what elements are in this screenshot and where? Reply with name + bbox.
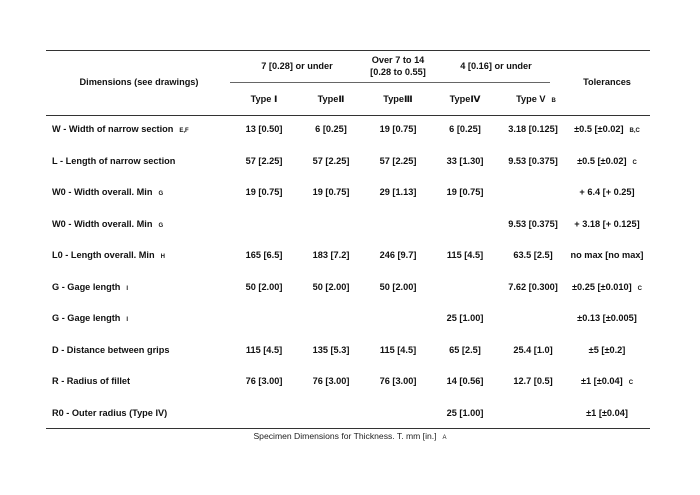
caption-text: Specimen Dimensions for Thickness. T. mm [in.]: [253, 431, 437, 441]
header-type-5-label: Type V: [516, 94, 546, 104]
header-type-3: TypeⅢ: [383, 94, 413, 104]
type-3-cell: [380, 187, 417, 198]
cell-value: ±0.25 [±0.010]: [572, 282, 632, 292]
header-group-type4-5: 4 [0.16] or under: [460, 61, 532, 71]
cell-value: 25.4 [1.0]: [513, 345, 553, 355]
row-label: [52, 408, 167, 419]
type-5-cell: [513, 250, 552, 261]
header-bottom-rule: [46, 115, 650, 116]
cell-value: 57 [2.25]: [379, 156, 417, 166]
row-label: [52, 187, 163, 200]
header-dimensions: Dimensions (see drawings): [79, 77, 199, 87]
row-label-text: G - Gage length: [52, 282, 121, 292]
cell-value: ±0.5 [±0.02]: [577, 156, 627, 166]
type-2-cell: [313, 345, 350, 356]
header-group-over7-line2: [0.28 to 0.55]: [370, 67, 426, 77]
type-2-cell: [313, 250, 350, 261]
type-4-cell: [447, 408, 484, 419]
header-type-5: [516, 94, 556, 107]
row-label-note: G: [158, 191, 164, 197]
header-type-4: TypeⅣ: [449, 94, 481, 104]
type-1-cell: [246, 124, 283, 135]
cell-value: 57 [2.25]: [312, 156, 350, 166]
cell-value: no max [no max]: [570, 250, 644, 260]
row-label: [52, 345, 169, 356]
row-label-text: R - Radius of fillet: [52, 376, 131, 386]
cell-value: ±1 [±0.04]: [580, 376, 623, 386]
row-label-text: L0 - Length overall. Min: [52, 250, 155, 260]
row-label: [52, 156, 175, 167]
cell-value: 76 [3.00]: [312, 376, 350, 386]
cell-value: 50 [2.00]: [379, 282, 417, 292]
row-label-text: D - Distance between grips: [52, 345, 170, 355]
cell-value: + 3.18 [+ 0.125]: [574, 219, 640, 229]
tolerance-cell: [572, 282, 642, 295]
bottom-rule: [46, 428, 650, 429]
type-3-cell: [380, 376, 417, 387]
header-type-1: Type Ⅰ: [250, 94, 278, 104]
cell-value: 135 [5.3]: [312, 345, 350, 355]
tolerance-cell: [570, 250, 643, 261]
cell-value: 19 [0.75]: [245, 187, 283, 197]
type-2-cell: [313, 282, 350, 293]
row-label-note: H: [160, 254, 165, 260]
cell-value: 63.5 [2.5]: [513, 250, 553, 260]
row-label: [52, 250, 165, 263]
cell-value: 76 [3.00]: [379, 376, 417, 386]
row-label: [52, 376, 130, 387]
type-5-cell: [508, 156, 558, 167]
type-3-cell: [380, 124, 417, 135]
cell-value: 19 [0.75]: [379, 124, 417, 134]
row-label-text: W0 - Width overall. Min: [52, 219, 153, 229]
type-4-cell: [447, 313, 484, 324]
top-rule: [46, 50, 650, 51]
type-2-cell: [315, 124, 347, 135]
group-divider-rule: [230, 82, 550, 83]
type-3-cell: [380, 345, 416, 356]
row-label: [52, 219, 163, 232]
cell-value: 3.18 [0.125]: [508, 124, 558, 134]
cell-value: 33 [1.30]: [446, 156, 484, 166]
type-5-cell: [513, 345, 552, 356]
row-label: [52, 124, 189, 137]
cell-value: 12.7 [0.5]: [513, 376, 553, 386]
type-1-cell: [246, 250, 283, 261]
cell-value: 76 [3.00]: [245, 376, 283, 386]
cell-value: 7.62 [0.300]: [508, 282, 558, 292]
tolerance-cell: [589, 345, 626, 356]
type-1-cell: [246, 376, 283, 387]
tolerance-cell: [579, 187, 634, 198]
type-1-cell: [246, 345, 282, 356]
cell-value: ±1 [±0.04]: [586, 408, 628, 418]
type-4-cell: [449, 345, 481, 356]
type-4-cell: [447, 250, 483, 261]
type-4-cell: [447, 376, 484, 387]
cell-value: ±5 [±0.2]: [588, 345, 626, 355]
type-3-cell: [380, 156, 417, 167]
type-5-cell: [513, 376, 552, 387]
tolerance-cell: [577, 156, 637, 169]
cell-value: 115 [4.5]: [446, 250, 484, 260]
row-label: [52, 313, 128, 326]
cell-value: 115 [4.5]: [379, 345, 417, 355]
header-group-over7-line1: Over 7 to 14: [371, 55, 425, 65]
type-2-cell: [313, 187, 350, 198]
cell-value: 50 [2.00]: [312, 282, 350, 292]
type-4-cell: [447, 156, 484, 167]
tolerance-note: C: [628, 380, 634, 386]
row-label-text: W - Width of narrow section: [52, 124, 174, 134]
cell-value: ±0.5 [±0.02]: [574, 124, 624, 134]
cell-value: 115 [4.5]: [245, 345, 283, 355]
cell-value: 19 [0.75]: [312, 187, 350, 197]
cell-value: 6 [0.25]: [449, 124, 481, 134]
tolerance-cell: [574, 219, 639, 230]
cell-value: 29 [1.13]: [379, 187, 417, 197]
row-label-note: I: [126, 286, 129, 292]
cell-value: 19 [0.75]: [446, 187, 484, 197]
row-label-text: G - Gage length: [52, 313, 121, 323]
tolerance-note: C: [637, 286, 642, 292]
cell-value: 13 [0.50]: [245, 124, 283, 134]
row-label-note: G: [158, 223, 164, 229]
type-2-cell: [313, 156, 350, 167]
cell-value: ±0.13 [±0.005]: [577, 313, 637, 323]
cell-value: 25 [1.00]: [446, 408, 484, 418]
table-caption: [0, 431, 700, 441]
cell-value: 6 [0.25]: [315, 124, 347, 134]
header-type-5-note: B: [551, 98, 556, 104]
type-1-cell: [246, 156, 283, 167]
caption-note: A: [442, 435, 447, 441]
cell-value: 57 [2.25]: [245, 156, 283, 166]
tolerance-cell: [574, 124, 640, 137]
row-label-note: I: [126, 317, 129, 323]
type-5-cell: [508, 124, 558, 135]
type-3-cell: [380, 282, 417, 293]
tolerance-cell: [586, 408, 628, 419]
cell-value: 14 [0.56]: [446, 376, 484, 386]
header-type-2: TypeⅡ: [317, 94, 345, 104]
type-5-cell: [508, 282, 558, 293]
cell-value: 183 [7.2]: [312, 250, 350, 260]
tolerance-note: B,C: [629, 128, 640, 134]
row-label-text: L - Length of narrow section: [52, 156, 176, 166]
cell-value: 9.53 [0.375]: [508, 219, 558, 229]
row-label: [52, 282, 128, 295]
cell-value: + 6.4 [+ 0.25]: [579, 187, 635, 197]
row-label-text: W0 - Width overall. Min: [52, 187, 153, 197]
tolerance-note: C: [632, 160, 637, 166]
type-3-cell: [380, 250, 417, 261]
tolerance-cell: [577, 313, 637, 324]
tolerance-cell: [581, 376, 633, 389]
type-5-cell: [508, 219, 558, 230]
header-group-thin: 7 [0.28] or under: [261, 61, 333, 71]
row-label-text: R0 - Outer radius (Type IV): [52, 408, 168, 418]
type-4-cell: [449, 124, 481, 135]
type-2-cell: [313, 376, 350, 387]
cell-value: 25 [1.00]: [446, 313, 484, 323]
cell-value: 9.53 [0.375]: [508, 156, 558, 166]
cell-value: 165 [6.5]: [245, 250, 283, 260]
row-label-note: E,F: [179, 128, 189, 134]
type-4-cell: [447, 187, 484, 198]
type-1-cell: [246, 282, 283, 293]
type-1-cell: [246, 187, 283, 198]
cell-value: 246 [9.7]: [379, 250, 417, 260]
cell-value: 65 [2.5]: [449, 345, 481, 355]
cell-value: 50 [2.00]: [245, 282, 283, 292]
header-tolerances: Tolerances: [583, 77, 631, 87]
